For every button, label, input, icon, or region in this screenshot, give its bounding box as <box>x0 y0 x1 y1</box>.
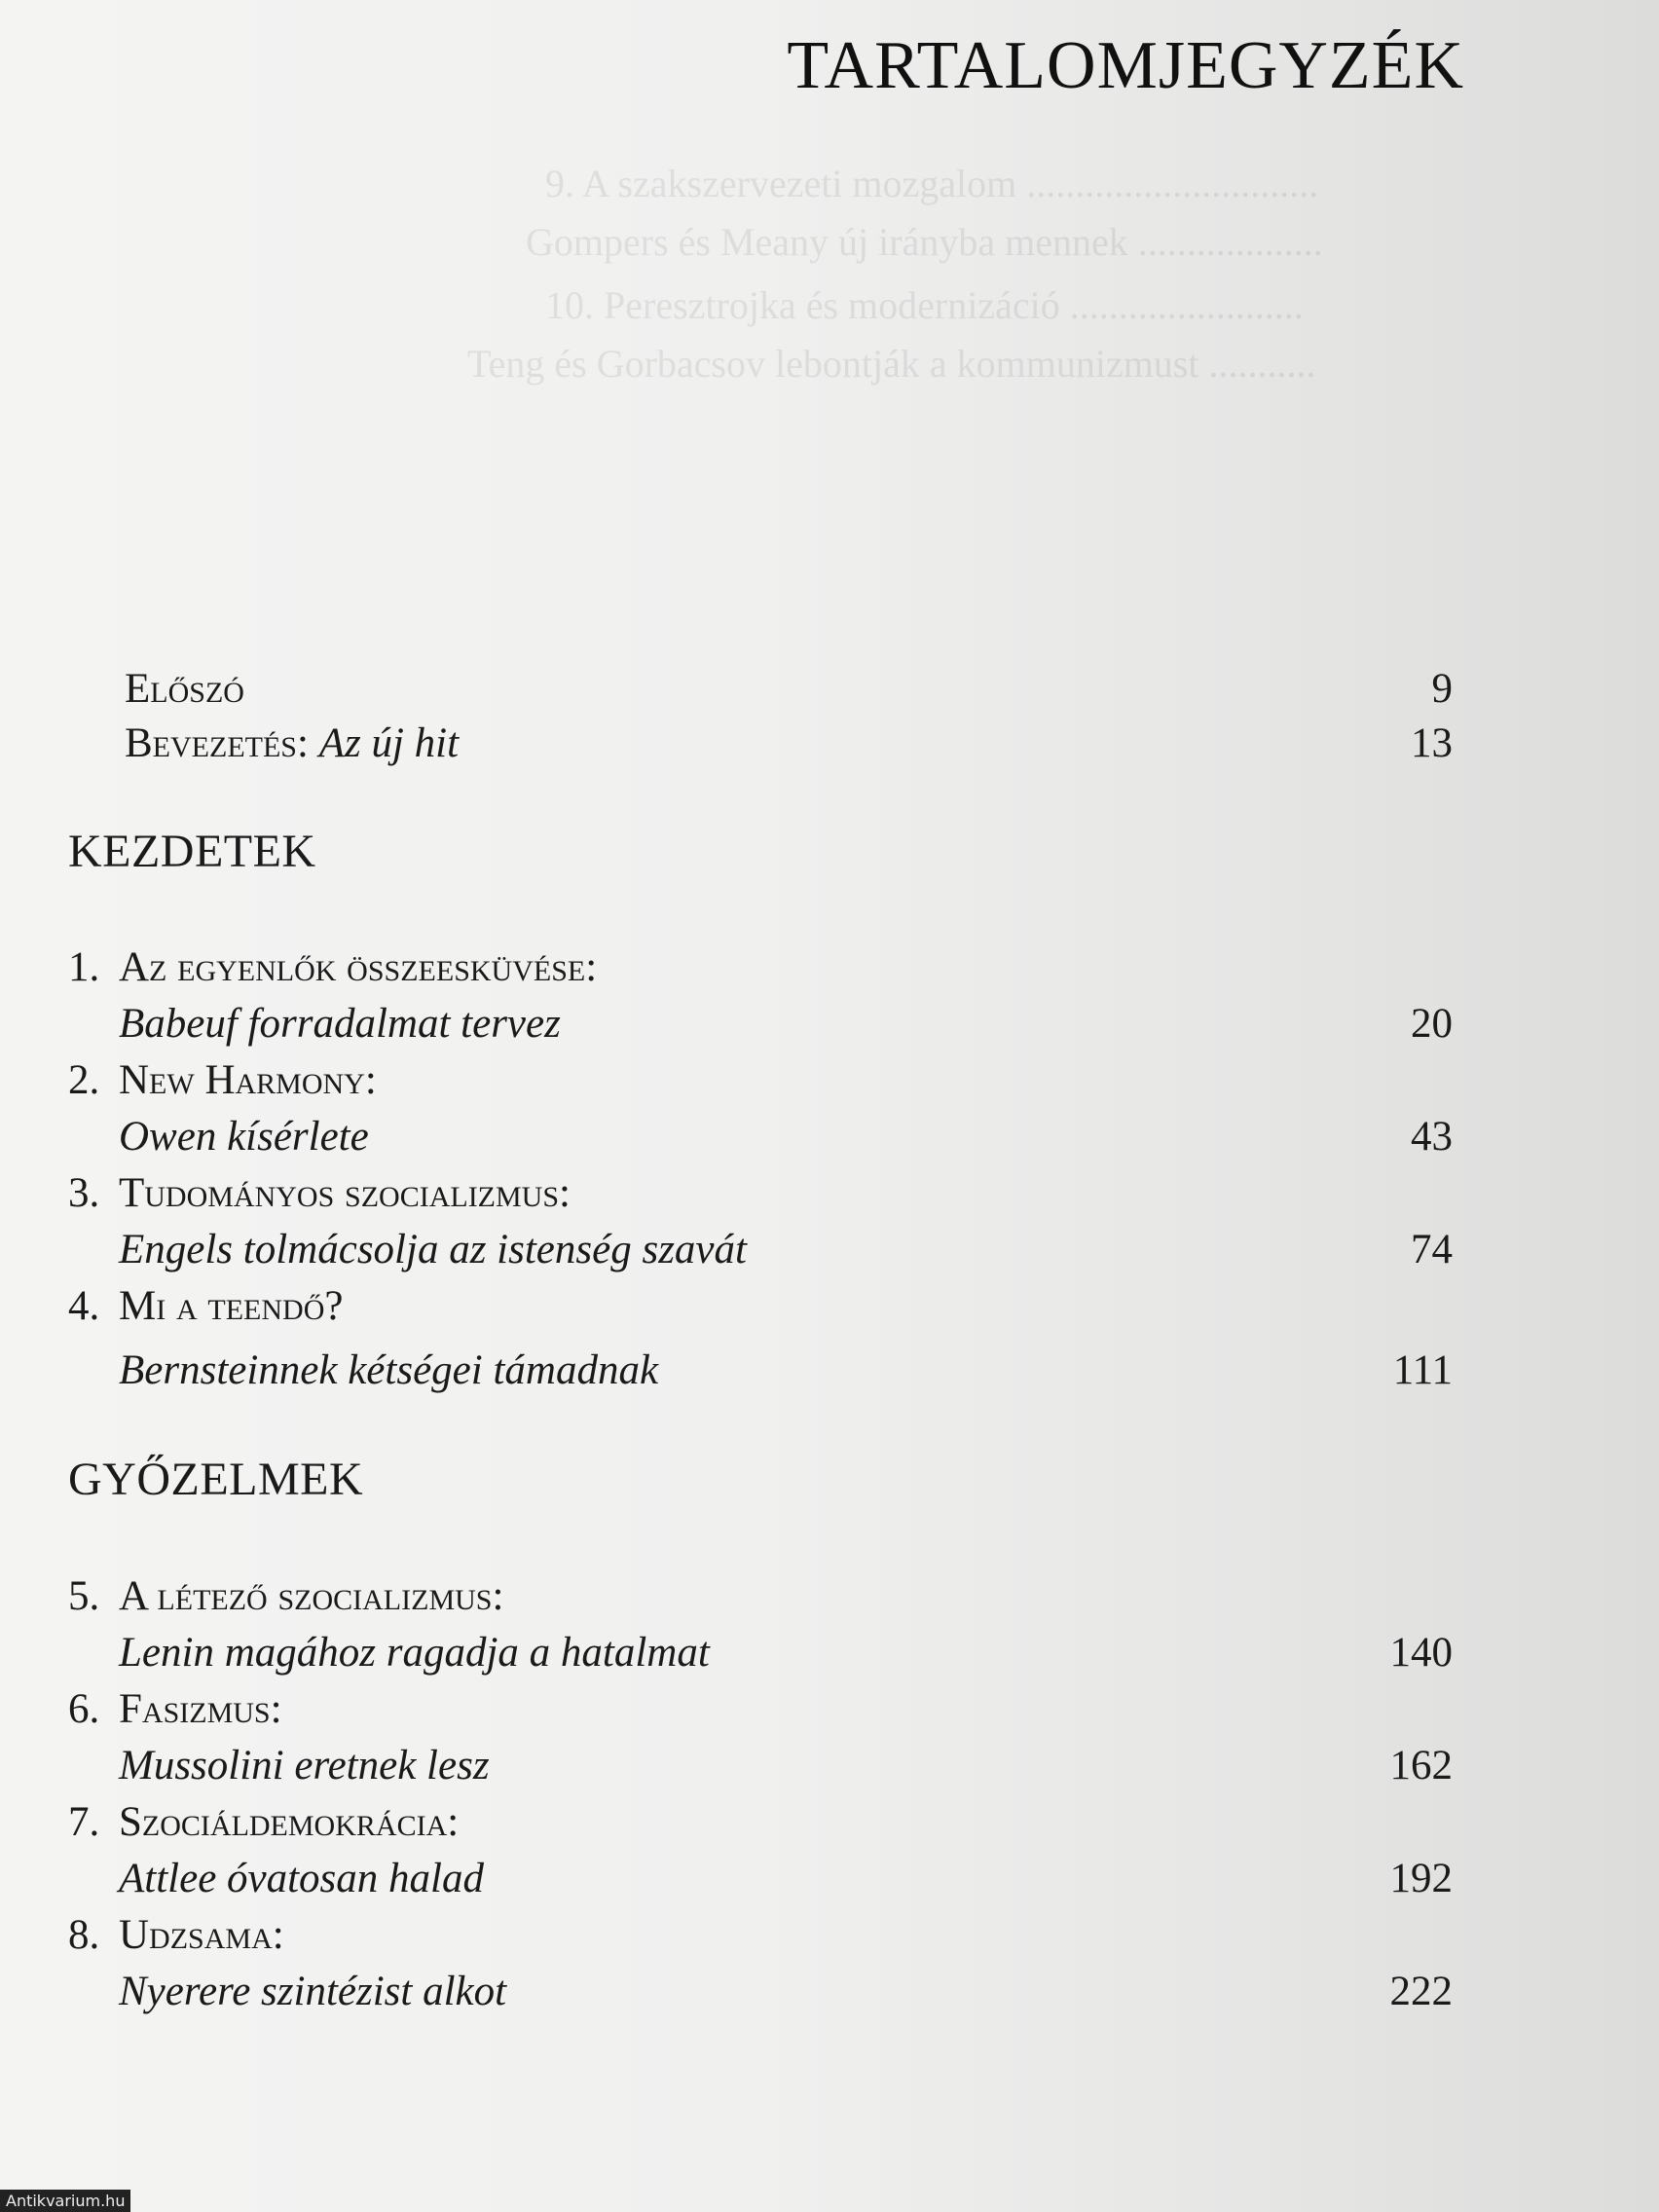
page-number: 20 <box>1411 1001 1453 1047</box>
chapter-number: 5. <box>68 1573 100 1619</box>
chapter-title-row <box>0 1682 1659 1737</box>
section-heading: KEZDETEK <box>68 826 316 877</box>
chapter-title-row <box>0 1569 1659 1624</box>
page-title: TARTALOMJEGYZÉK <box>787 28 1464 103</box>
chapter-title: Mi a teendő? <box>119 1283 344 1329</box>
site-watermark: Antikvarium.hu <box>0 2190 130 2212</box>
chapter-subtitle: Nyerere szintézist alkot <box>119 1969 507 2014</box>
page-number: 13 <box>1411 720 1453 766</box>
page-number: 140 <box>1389 1630 1453 1676</box>
section-heading: GYŐZELMEK <box>68 1454 364 1505</box>
entry-subtitle: Az új hit <box>318 720 460 766</box>
chapter-subtitle-row <box>0 1626 1659 1680</box>
toc-entry-introduction <box>0 717 1659 771</box>
chapter-subtitle: Owen kísérlete <box>119 1114 369 1160</box>
chapter-subtitle: Babeuf forradalmat tervez <box>119 1001 561 1047</box>
chapter-title-row <box>0 1053 1659 1108</box>
chapter-number: 8. <box>68 1912 100 1958</box>
entry-title-group <box>125 717 459 771</box>
chapter-title: Szociáldemokrácia: <box>119 1799 460 1845</box>
chapter-subtitle: Lenin magához ragadja a hatalmat <box>119 1630 710 1676</box>
chapter-subtitle: Bernsteinnek kétségei támadnak <box>119 1347 659 1393</box>
chapter-title: Az egyenlők összeesküvése: <box>119 944 598 990</box>
entry-title: Bevezetés: <box>125 720 309 766</box>
chapter-subtitle: Engels tolmácsolja az istenség szavát <box>119 1227 747 1272</box>
chapter-number: 7. <box>68 1799 100 1845</box>
chapter-title-row <box>0 1279 1659 1334</box>
show-through-text: 10. Peresztrojka és modernizáció ........................ <box>545 283 1304 327</box>
chapter-subtitle-row <box>0 997 1659 1051</box>
chapter-number: 6. <box>68 1686 100 1732</box>
page-number: 43 <box>1411 1114 1453 1160</box>
chapter-number: 4. <box>68 1283 100 1329</box>
chapter-subtitle-row <box>0 1739 1659 1793</box>
chapter-subtitle: Attlee óvatosan halad <box>119 1856 484 1901</box>
toc-entry-foreword <box>0 662 1659 717</box>
chapter-subtitle-row <box>0 1965 1659 2019</box>
page-number: 192 <box>1389 1856 1453 1901</box>
chapter-title-row <box>0 1166 1659 1221</box>
chapter-number: 2. <box>68 1057 100 1103</box>
show-through-text: 9. A szakszervezeti mozgalom .............................. <box>545 162 1319 205</box>
chapter-title: New Harmony: <box>119 1057 377 1103</box>
show-through-text: Gompers és Meany új irányba mennek ................... <box>526 220 1323 264</box>
chapter-number: 1. <box>68 944 100 990</box>
show-through-text: Teng és Gorbacsov lebontják a kommunizmust ........... <box>467 342 1316 386</box>
page-number: 74 <box>1411 1227 1453 1272</box>
chapter-subtitle-row <box>0 1852 1659 1906</box>
chapter-title: Fasizmus: <box>119 1686 282 1732</box>
chapter-subtitle-row <box>0 1344 1659 1398</box>
page-number: 111 <box>1392 1347 1453 1393</box>
chapter-title: Udzsama: <box>119 1912 284 1958</box>
chapter-title-row <box>0 940 1659 995</box>
entry-title: Előszó <box>125 666 244 712</box>
chapter-title: A létező szocializmus: <box>119 1573 504 1619</box>
chapter-title-row <box>0 1795 1659 1850</box>
chapter-subtitle-row <box>0 1110 1659 1164</box>
page-number: 222 <box>1389 1969 1453 2014</box>
chapter-number: 3. <box>68 1170 100 1216</box>
chapter-title-row <box>0 1908 1659 1963</box>
chapter-subtitle-row <box>0 1223 1659 1277</box>
chapter-subtitle: Mussolini eretnek lesz <box>119 1743 490 1788</box>
chapter-title: Tudományos szocializmus: <box>119 1170 571 1216</box>
page-number: 9 <box>1431 666 1453 712</box>
page-number: 162 <box>1389 1743 1453 1788</box>
